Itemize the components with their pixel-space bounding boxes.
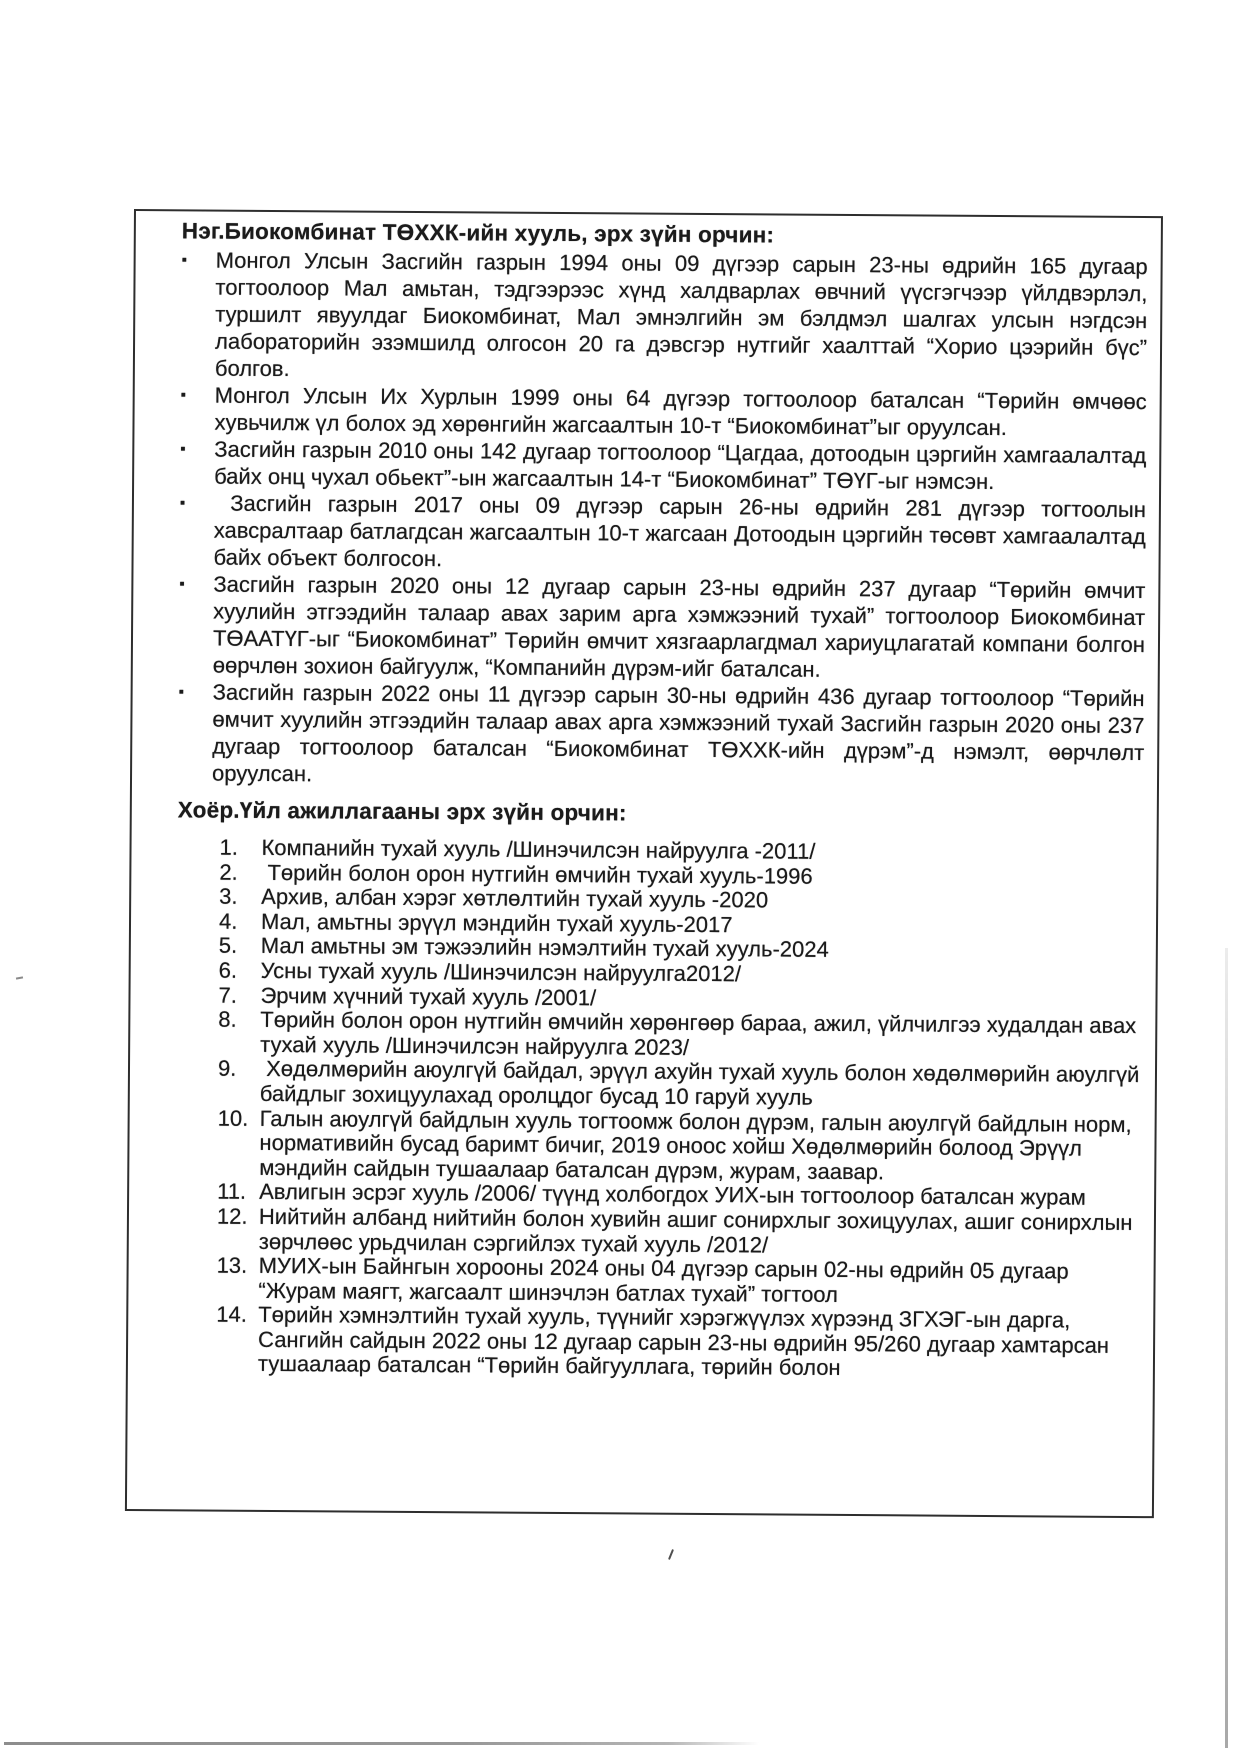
item-number: 3.: [219, 883, 238, 909]
bullet-list-item: [179, 246, 1148, 388]
bullet-text: Засгийн газрын 2017 оны 09 дүгээр сарын 26-ны өдрийн 281 дүгээр тогтоолын хавсралтаар батлагдсан жагсаалтын 10-т жагсаан Дотоодын цэргийн төсөвт хамгаалалтад байх объект болгосон.: [213, 490, 1147, 572]
bullet-square-icon: ▪: [180, 440, 186, 458]
numbered-list-item: [173, 1204, 1141, 1260]
bullet-list-item: [177, 489, 1146, 577]
bullet-list-item: [178, 381, 1146, 442]
document-border-box: [125, 209, 1163, 1518]
numbered-list-item: [174, 1055, 1146, 1113]
bullet-text: Засгийн газрын 2010 оны 142 дугаар тогтоолоор “Цагдаа, дотоодын цэргийн хамгаалалтад байх онц чухал обьект”-ын жагсаалтын 14-т “Биокомбинат” ТӨҮГ-ыг нэмсэн.: [214, 436, 1147, 495]
item-number: 5.: [218, 932, 238, 959]
item-text: Архив, албан хэрэг хөтлөлтийн тухай хууль -2020: [261, 884, 769, 913]
bullet-list-item: [178, 435, 1146, 496]
section2-heading: Хоёр.Үйл ажиллагааны эрх зүйн орчин:: [177, 797, 627, 826]
item-number: 8.: [218, 1006, 237, 1032]
item-text: Галын аюулгүй байдлын хууль тогтоомж болон дүрэм, галын аюулгүй байдлын норм, нормативийн бусад баримт бичиг, 2019 оноос хойш Хөдөлмөрийн болоод Эрүүл мэндийн сайдын тушаалаар баталсан дүрэм, журам, заавар.: [259, 1105, 1138, 1184]
bullet-text: Монгол Улсын Их Хурлын 1999 оны 64 дүгээр тогтоолоор баталсан “Төрийн өмчөөс хувьчилж үл болох эд хөрөнгийн жагсаалтын 10-т “Биокомбинат”ыг оруулсан.: [214, 382, 1147, 441]
scan-artifact-bottom-shadow: [125, 1512, 1158, 1518]
item-text: Авлигын эсрэг хууль /2006/ түүнд холбогдох УИХ-ын тогтоолоор баталсан журам: [259, 1179, 1086, 1210]
bullet-list-item: [177, 570, 1146, 685]
item-number: 1.: [219, 834, 238, 860]
scan-artifact-right-edge-line: [1225, 948, 1228, 1748]
item-number: 6.: [218, 957, 238, 983]
numbered-list-item: [174, 1007, 1142, 1063]
bullet-text: Засгийн газрын 2022 оны 11 дүгээр сарын 30-ны өдрийн 436 дугаар тогтоолоор “Төрийн өмчит хуулийн этгээдийн талаар авах арга хэмжээний тухай Засгийн газрын 2020 оны 237 дугаар тогтоолоор баталсан “Биокомбинат ТӨХХК-ийн дүрэм”-д нэмэлт, өөрчлөлт оруулсан.: [211, 679, 1145, 787]
item-text: Мал, амьтны эрүүл мэндийн тухай хууль-2017: [260, 908, 733, 937]
item-number: 13.: [216, 1252, 248, 1278]
bullet-text: Монгол Улсын Засгийн газрын 1994 оны 09 дүгээр сарын 23-ны өдрийн 165 дугаар тогтоолоор Мал амьтан, тэдгээрээс хүнд халдварлах өвчний үүсгэгчээр үйлдвэрлэл, туршилт явуулдаг Биокомбинат, Мал эмнэлгийн эм бэлдмэл шалгах улсын нэгдсэн лабораторийн эзэмшилд олгосон 20 га дэвсгэр нутгийг хаалттай “Хорио цээрийн бүс” болгов.: [214, 247, 1148, 382]
item-text: Эрчим хүчний тухай хууль /2001/: [260, 982, 597, 1010]
bullet-square-icon: ▪: [179, 494, 186, 512]
item-number: 2.: [219, 859, 238, 885]
item-text: Компанийн тухай хууль /Шинэчилсэн найруулга -2011/: [261, 834, 816, 864]
scan-artifact-top-double-line: [178, 209, 1162, 215]
bullet-text: Засгийн газрын 2020 оны 12 дугаар сарын 23-ны өдрийн 237 дугаар “Төрийн өмчит хуулийн этгээдийн талаар авах зарим арга хэмжээний тухай” тогтоолоор Биокомбинат ТӨААТҮГ-ыг “Биокомбинат” Төрийн өмчит хязгаарлагдмал хариуцлагатай компани болгон өөрчлөн зохион байгуулж, “Компанийн дүрэм-ийг баталсан.: [212, 571, 1146, 682]
item-number: 12.: [216, 1203, 248, 1229]
item-text: МУИХ-ын Байнгын хорооны 2024 оны 04 дүгээр сарын 02-ны өдрийн 05 дугаар “Журам маягт, жагсаалт шинэчлэн батлах тухай” тогтоол: [258, 1252, 1075, 1307]
item-number: 14.: [216, 1301, 247, 1328]
bullet-square-icon: ▪: [181, 251, 188, 269]
bullet-square-icon: ▪: [179, 575, 185, 593]
bullet-square-icon: ▪: [178, 683, 185, 701]
item-text: Төрийн хэмнэлтийн тухай хууль, түүнийг хэрэгжүүлэх хүрээнд ЗГХЭГ-ын дарга, Сангийн сайдын 2022 оны 12 дугаар сарын 23-ны өдрийн 95/260 дугаар хамтарсан тушаалаар баталсан “Төрийн байгууллага, төрийн болон: [257, 1302, 1116, 1381]
item-number: 7.: [218, 982, 237, 1008]
section2-numbered-list: [172, 835, 1144, 1383]
item-text: Нийтийн албанд нийтийн болон хувийн ашиг сонирхлыг зохицуулах, ашиг сонирхлын зөрчлөөс урьдчилан сэргийлэх тухай хууль /2012/: [258, 1203, 1139, 1257]
section1-bullet-list: [176, 246, 1148, 793]
numbered-list-item: [172, 1253, 1140, 1309]
scan-artifact-slash-mark: [668, 1549, 674, 1560]
item-text: Усны тухай хууль /Шинэчилсэн найруулга2012/: [260, 957, 742, 987]
section1-heading: Нэг.Биокомбинат ТӨХХК-ийн хууль, эрх зүйн орчин:: [181, 218, 775, 248]
scan-artifact-bottom-edge-line: [4, 1742, 759, 1745]
bullet-square-icon: ▪: [180, 386, 187, 404]
scan-artifact-left-speck: [16, 976, 23, 979]
item-text: Мал амьтны эм тэжээлийн нэмэлтийн тухай хууль-2024: [260, 933, 829, 963]
item-text: Хөдөлмөрийн аюулгүй байдал, эрүүл ахуйн тухай хууль болон хөдөлмөрийн аюулгүй байдлыг зохицуулахад оролцдог бусад 10 гаруй хууль: [259, 1056, 1146, 1110]
item-number: 4.: [218, 908, 238, 934]
item-text: Төрийн болон орон нутгийн өмчийн тухай хууль-1996: [261, 859, 813, 889]
item-text: Төрийн болон орон нутгийн өмчийн хөрөнгөөр бараа, ажил, үйлчилгээ худалдан авах тухай хууль /Шинэчилсэн найруулга 2023/: [260, 1007, 1143, 1060]
numbered-list-item: [173, 1106, 1141, 1187]
item-number: 11.: [217, 1178, 247, 1205]
numbered-list-item: [172, 1303, 1140, 1384]
bullet-list-item: [176, 678, 1145, 793]
item-number: 9.: [217, 1055, 237, 1082]
item-number: 10.: [217, 1105, 249, 1131]
